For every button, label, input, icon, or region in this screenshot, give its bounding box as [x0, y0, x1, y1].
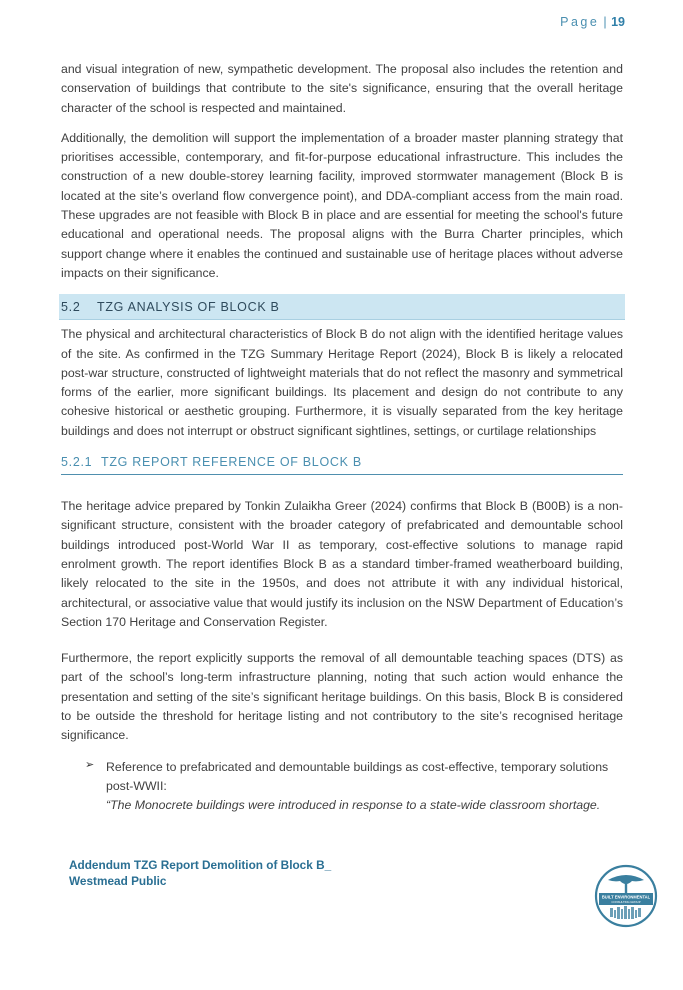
- page-separator: |: [603, 15, 610, 29]
- paragraph-4: The heritage advice prepared by Tonkin Zulaikha Greer (2024) confirms that Block B (B00B) is a non-significant structure, consistent with the broader category of prefabricated and demountable school buildings introduced post-World War II as temporary, cost-effective solutions to manage rapid enrolment growth. The report identifies Block B as a standard timber-framed weatherboard building, likely relocated to the site in the 1950s, and does not attribute it with any individual historical, architectural, or associative value that would justify its inclusion on the NSW Department of Education’s Section 170 Heritage and Conservation Register.: [61, 499, 623, 629]
- footer-title: [69, 857, 331, 889]
- bullet-text: Reference to prefabricated and demountable buildings as cost-effective, temporary solutions post-WWII:: [106, 759, 609, 793]
- logo-text-main: BUILT ENVIRONMENTAL: [601, 894, 651, 900]
- footer-line-2: Westmead Public: [69, 874, 167, 888]
- paragraph-1: and visual integration of new, sympathetic development. The proposal also includes the retention and conservation of buildings that contribute to the site's significance, ensuring that the overall heritage character of the school is respected and maintained.: [61, 62, 623, 115]
- tree-logo-icon: [594, 864, 658, 928]
- section-title: TZG ANALYSIS OF BLOCK B: [97, 300, 280, 315]
- page-number-header: [560, 15, 625, 29]
- subsection-title: TZG REPORT REFERENCE OF BLOCK B: [101, 455, 362, 470]
- page-number: 19: [611, 15, 625, 29]
- bullet-item: [61, 758, 623, 816]
- paragraph-5: Furthermore, the report explicitly supports the removal of all demountable teaching spaces (DTS) as part of the school’s long-term infrastructure planning, noting that such action would enhance the presentation and setting of the site’s significant heritage buildings. On this basis, Block B is considered to be outside the threshold for heritage listing and not contributory to the site’s recognised heritage significance.: [61, 651, 623, 743]
- section-number: 5.2: [61, 300, 81, 315]
- footer-line-1: Addendum TZG Report Demolition of Block B_: [69, 858, 332, 872]
- subsection-number: 5.2.1: [61, 455, 93, 470]
- arrow-bullet-icon: ➢: [85, 758, 95, 771]
- page-body: [61, 60, 623, 816]
- section-heading-5-2: [59, 294, 625, 320]
- logo-text-sub: CONSULTING GROUP: [611, 900, 641, 904]
- paragraph-3: The physical and architectural characteristics of Block B do not align with the identified heritage values of the site. As confirmed in the TZG Summary Heritage Report (2024), Block B is likely a relocated post-war structure, constructed of lightweight materials that do not reflect the masonry and symmetrical forms of the earlier, more significant buildings. Its placement and design do not contribute to any cohesive historical or aesthetic grouping. Furthermore, it is visually separated from the key heritage buildings and does not interrupt or obstruct significant sightlines, settings, or curtilage relationships: [61, 327, 623, 438]
- subsection-heading-5-2-1: [61, 455, 623, 475]
- page-label: Page: [560, 15, 600, 29]
- bullet-quote: “The Monocrete buildings were introduced in response to a state-wide classroom shortage.: [106, 798, 601, 813]
- paragraph-2: Additionally, the demolition will support the implementation of a broader master planning strategy that prioritises accessible, contemporary, and fit-for-purpose educational infrastructure. This includes the construction of a new double-storey learning facility, improved stormwater management (Block B is located at the site’s overland flow convergence point), and DDA-compliant access from the main road. These upgrades are not feasible with Block B in place and are essential for meeting the school's future educational and operational needs. The proposal aligns with the Burra Charter principles, which support change where it enables the continued and sustainable use of heritage places without adverse impacts on their significance.: [61, 130, 623, 280]
